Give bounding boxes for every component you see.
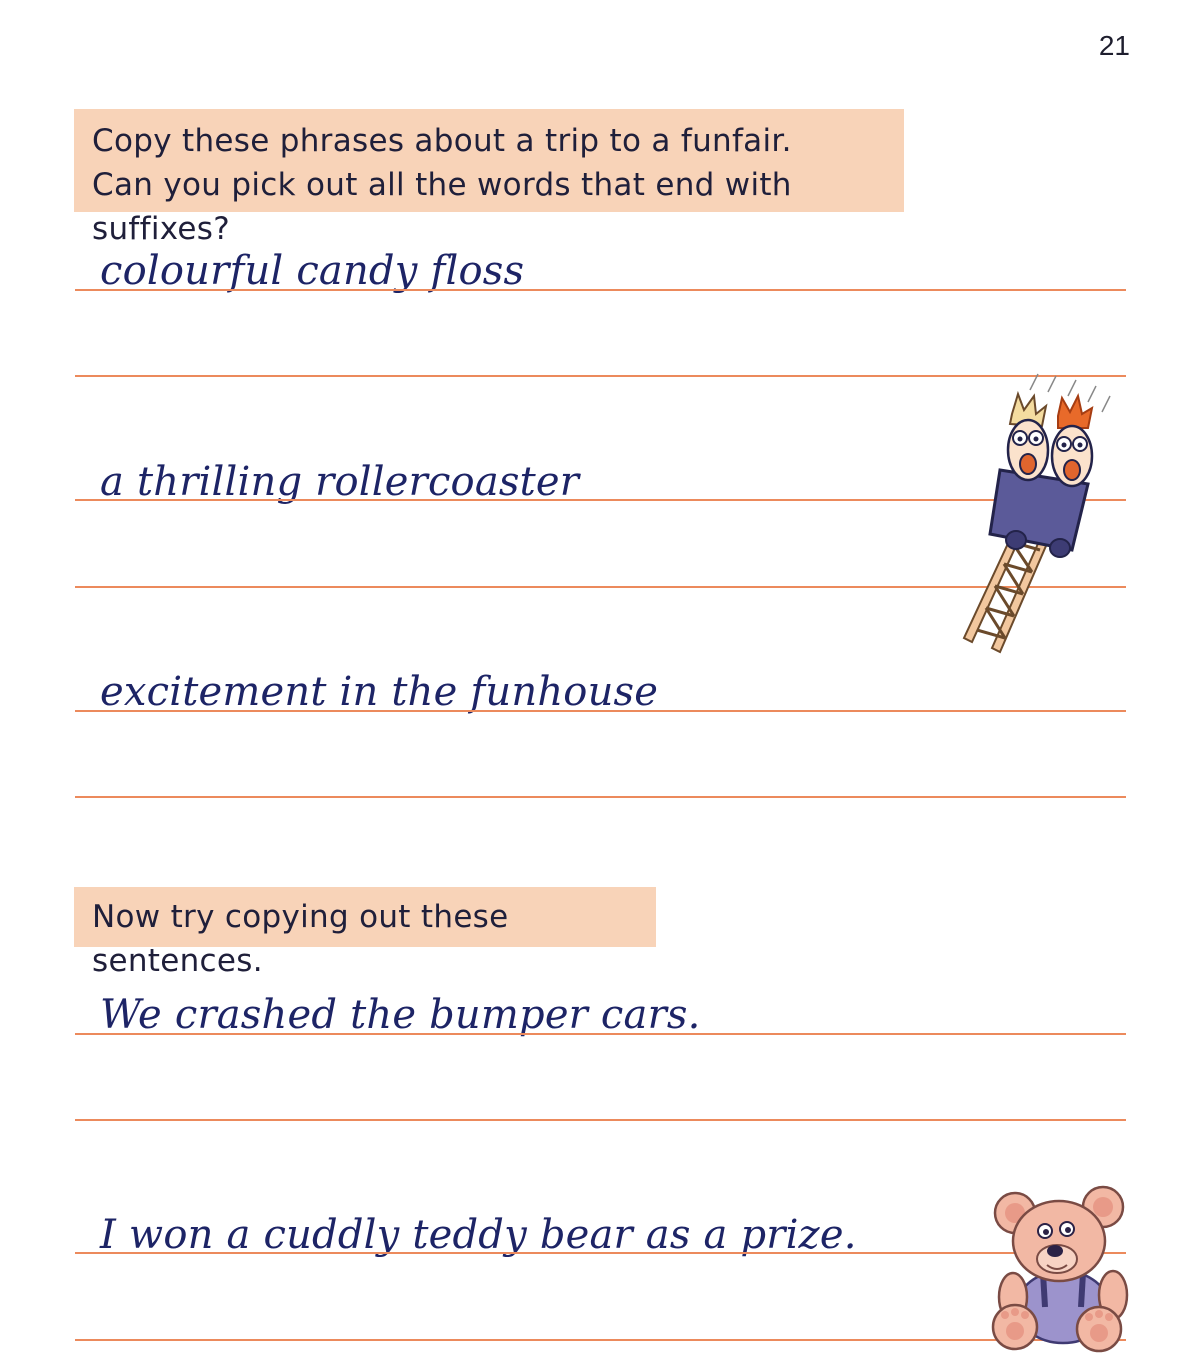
page-number: 21 bbox=[1098, 30, 1130, 61]
writing-line-baseline-5 bbox=[75, 1252, 1126, 1254]
writing-line-practice-4 bbox=[75, 1119, 1126, 1121]
handwriting-sentence-2: I won a cuddly teddy bear as a prize. bbox=[100, 1212, 857, 1258]
writing-line-baseline-3 bbox=[75, 710, 1126, 712]
handwriting-sentence-1: We crashed the bumper cars. bbox=[100, 992, 701, 1038]
teddy-bear-icon bbox=[985, 1185, 1135, 1353]
writing-line-practice-3 bbox=[75, 796, 1126, 798]
instruction-text-sentences: Now try copying out these sentences. bbox=[92, 899, 509, 979]
instruction-text-line-1: Copy these phrases about a trip to a funfair. bbox=[92, 123, 792, 159]
instruction-box-sentences bbox=[74, 887, 656, 979]
writing-line-baseline-1 bbox=[75, 289, 1126, 291]
instruction-box-phrases bbox=[74, 109, 904, 247]
writing-line-practice-5 bbox=[75, 1339, 1126, 1341]
writing-line-baseline-4 bbox=[75, 1033, 1126, 1035]
instruction-text-line-2: Can you pick out all the words that end with suffixes? bbox=[92, 167, 792, 247]
handwriting-phrase-3: excitement in the funhouse bbox=[100, 669, 659, 715]
handwriting-phrase-2: a thrilling rollercoaster bbox=[100, 459, 580, 505]
rollercoaster-riders-icon bbox=[960, 372, 1130, 657]
handwriting-phrase-1: colourful candy floss bbox=[100, 248, 525, 294]
